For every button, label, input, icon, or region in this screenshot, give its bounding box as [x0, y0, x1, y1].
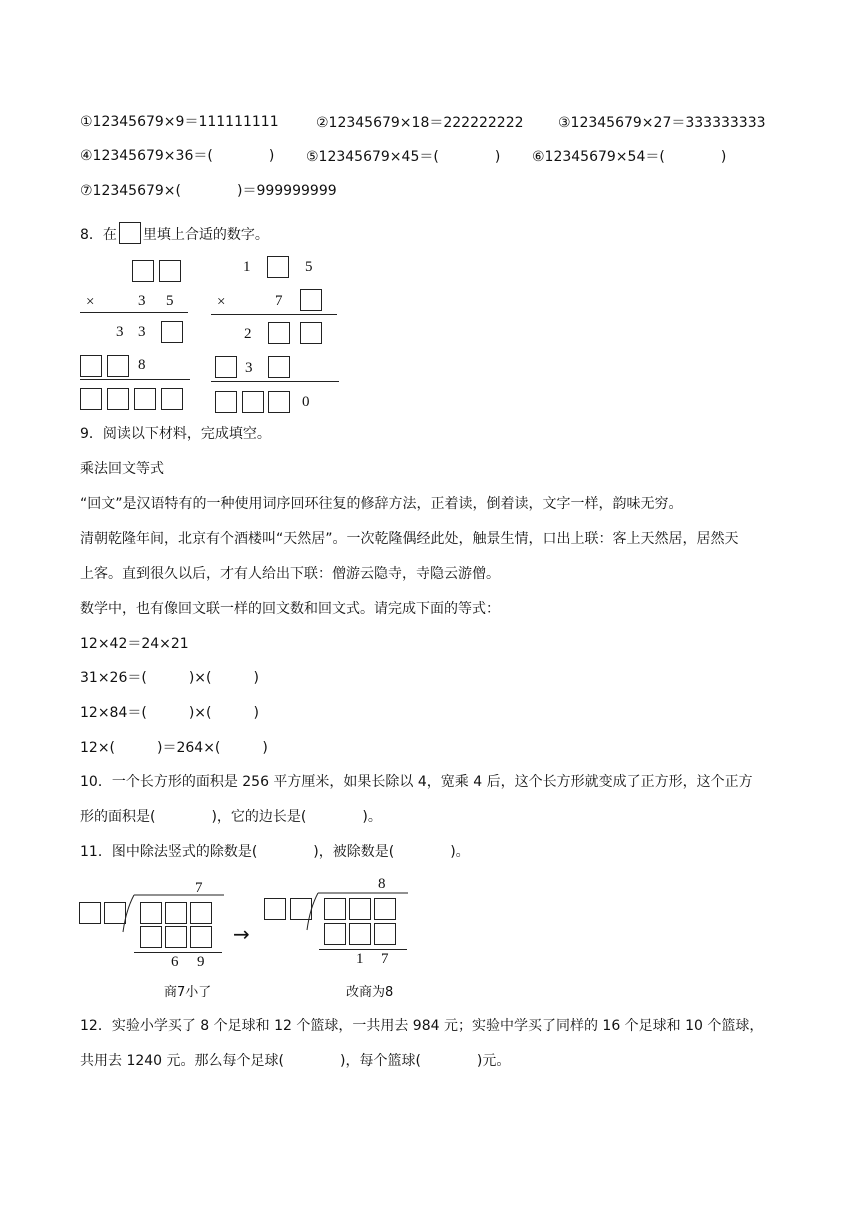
multiplier-digit: 7 [275, 293, 283, 309]
times-sign: × [217, 294, 226, 310]
digit-box[interactable] [242, 391, 264, 413]
digit-box[interactable] [134, 388, 156, 410]
q8-heading [80, 222, 269, 245]
q7-row2-a: ④12345679×36＝( ) [80, 148, 275, 164]
product-digit: 8 [138, 357, 146, 373]
q9-heading: 9．阅读以下材料，完成填空。 [80, 426, 271, 442]
digit-box[interactable] [215, 391, 237, 413]
product-digit: 3 [138, 324, 146, 340]
divisor-box[interactable] [79, 902, 101, 924]
q9-equation-2: 31×26＝( )×( ) [80, 670, 259, 686]
q7-row1-c: ③12345679×27＝333333333 [558, 115, 766, 131]
q10-line-1: 10．一个长方形的面积是 256 平方厘米，如果长除以 4，宽乘 4 后，这个长方形就变成了正方形，这个正方 [80, 774, 753, 790]
digit-box[interactable] [159, 260, 181, 282]
digit-box[interactable] [107, 355, 129, 377]
q9-title: 乘法回文等式 [80, 461, 164, 477]
digit-box[interactable] [132, 260, 154, 282]
digit-box[interactable] [300, 289, 322, 311]
q7-row1-b: ②12345679×18＝222222222 [316, 115, 524, 131]
digit-box[interactable] [161, 321, 183, 343]
dividend-box[interactable] [140, 902, 162, 924]
digit-box[interactable] [267, 256, 289, 278]
multiplier-digit: 3 [138, 293, 146, 309]
q7-row3: ⑦12345679×( )＝999999999 [80, 183, 337, 199]
digit-box[interactable] [161, 388, 183, 410]
dividend-box[interactable] [190, 902, 212, 924]
left-caption: 商7小了 [164, 985, 212, 1000]
q10-line-2: 形的面积是( )，它的边长是( )。 [80, 809, 382, 825]
q9-equation-1: 12×42＝24×21 [80, 636, 189, 652]
divider-line [211, 381, 339, 382]
sum-digit: 0 [302, 394, 310, 410]
dividend-box[interactable] [349, 898, 371, 920]
quotient-digit: 7 [195, 880, 203, 896]
q11-text: 11．图中除法竖式的除数是( )，被除数是( )。 [80, 844, 470, 860]
q9-equation-4: 12×( )＝264×( ) [80, 740, 268, 756]
q9-paragraph-2a: 清朝乾隆年间，北京有个酒楼叫“天然居”。一次乾隆偶经此处，触景生情，口出上联：客上天然居，居然天 [80, 531, 739, 547]
multiplier-digit: 5 [166, 293, 174, 309]
times-sign: × [86, 294, 95, 310]
digit-box[interactable] [268, 322, 290, 344]
divider-line [80, 379, 190, 380]
divider-line [319, 949, 407, 950]
product-box[interactable] [165, 926, 187, 948]
divisor-box[interactable] [264, 898, 286, 920]
q8-inline-box[interactable] [119, 222, 141, 244]
product-digit: 3 [116, 324, 124, 340]
remainder-digit: 9 [197, 954, 205, 970]
digit-box[interactable] [268, 356, 290, 378]
divider-line [134, 952, 222, 953]
dividend-box[interactable] [165, 902, 187, 924]
top-digit: 1 [243, 259, 251, 275]
product-box[interactable] [349, 923, 371, 945]
product-box[interactable] [140, 926, 162, 948]
product-digit: 2 [244, 326, 252, 342]
arrow-right-icon: → [233, 922, 250, 946]
quotient-digit: 8 [378, 876, 386, 892]
q8-suffix: 里填上合适的数字。 [142, 227, 269, 243]
product-box[interactable] [374, 923, 396, 945]
q9-equation-3: 12×84＝( )×( ) [80, 705, 259, 721]
digit-box[interactable] [300, 322, 322, 344]
q12-line-2: 共用去 1240 元。那么每个足球( )，每个篮球( )元。 [80, 1053, 511, 1069]
top-digit: 5 [305, 259, 313, 275]
divider-line [80, 312, 188, 313]
q7-row2-c: ⑥12345679×54＝( ) [532, 149, 727, 165]
product-box[interactable] [190, 926, 212, 948]
q12-line-1: 12．实验小学买了 8 个足球和 12 个篮球，一共用去 984 元；实验中学买了同样的 16 个足球和 10 个篮球， [80, 1018, 764, 1034]
divider-line [211, 314, 337, 315]
digit-box[interactable] [80, 388, 102, 410]
digit-box[interactable] [80, 355, 102, 377]
q9-paragraph-2b: 上客。直到很久以后，才有人给出下联：僧游云隐寺，寺隐云游僧。 [80, 566, 500, 582]
q9-paragraph-3: 数学中，也有像回文联一样的回文数和回文式。请完成下面的等式： [80, 601, 500, 617]
digit-box[interactable] [215, 356, 237, 378]
right-caption: 改商为8 [346, 985, 394, 1000]
remainder-digit: 7 [381, 951, 389, 967]
q9-paragraph-1: “回文”是汉语特有的一种使用词序回环往复的修辞方法，正着读，倒着读，文字一样，韵味无穷。 [80, 496, 683, 512]
q7-row1-a: ①12345679×9＝111111111 [80, 114, 279, 130]
digit-box[interactable] [268, 391, 290, 413]
remainder-digit: 6 [171, 954, 179, 970]
digit-box[interactable] [107, 388, 129, 410]
product-digit: 3 [245, 360, 253, 376]
q7-row2-b: ⑤12345679×45＝( ) [306, 149, 501, 165]
remainder-digit: 1 [356, 951, 364, 967]
dividend-box[interactable] [324, 898, 346, 920]
q8-prefix: 8．在 [80, 227, 117, 243]
product-box[interactable] [324, 923, 346, 945]
dividend-box[interactable] [374, 898, 396, 920]
